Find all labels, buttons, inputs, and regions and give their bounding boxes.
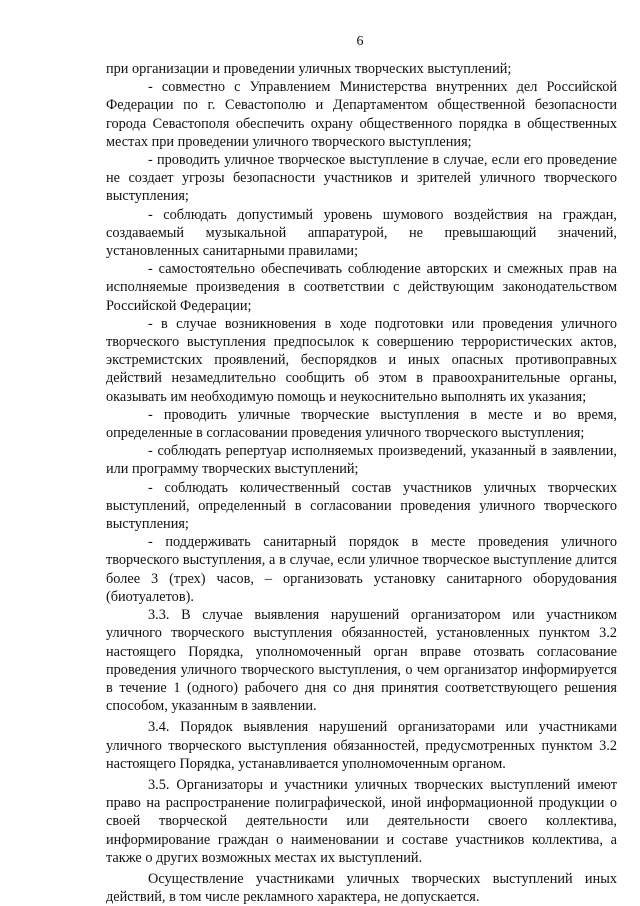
page-number: 6 <box>356 34 364 49</box>
paragraph-continuation: при организации и проведении уличных творческих выступлений; <box>106 61 512 77</box>
document-body <box>106 60 617 906</box>
paragraph-section-3-4: 3.4. Порядок выявления нарушений организаторами или участниками уличного творческого выступления обязанностей, предусмотренных пунктом 3.2 настоящего Порядка, устанавливается уполномоченным органом. <box>106 719 617 772</box>
paragraph-item-sanitary-order: - поддерживать санитарный порядок в месте проведения уличного творческого выступления, а в случае, если уличное творческое выступление длится более 3 (трех) часов, – организовать установку санитарного оборудования (биотуалетов). <box>106 534 617 605</box>
paragraph-item-safety: - проводить уличное творческое выступление в случае, если его проведение не создает угрозы безопасности участников и зрителей уличного творческого выступления; <box>106 152 617 205</box>
paragraph-item-repertoire: - соблюдать репертуар исполняемых произведений, указанный в заявлении, или программу творческих выступлений; <box>106 443 617 478</box>
paragraph-other-actions: Осуществление участниками уличных творческих выступлений иных действий, в том числе рекламного характера, не допускается. <box>106 870 617 906</box>
paragraph-item-place-and-time: - проводить уличные творческие выступления в месте и во время, определенные в согласовании проведения уличного творческого выступления; <box>106 406 617 442</box>
paragraph-item-emergency-reporting: - в случае возникновения в ходе подготовки или проведения уличного творческого выступления предпосылок к совершению террористических актов, экстремистских проявлений, беспорядков и иных опасных противоправных действий незамедлительно сообщить об этом в правоохранительные органы, оказывать им необходимую помощь и неукоснительно выполнять их указания; <box>106 315 617 405</box>
paragraph-item-participant-count: - соблюдать количественный состав участников уличных творческих выступлений, определенный в согласовании проведения уличного творческого выступления; <box>106 479 617 533</box>
paragraph-section-3-3: 3.3. В случае выявления нарушений организатором или участником уличного творческого выступления обязанностей, установленных пунктом 3.2 настоящего Порядка, уполномоченный орган вправе отозвать согласование проведения уличного творческого выступления, о чем организатор информируется в течение 1 (одного) рабочего дня со дня принятия соответствующего решения способом, указанным в заявлении. <box>106 607 617 715</box>
paragraph-item-public-order: - совместно с Управлением Министерства внутренних дел Российской Федерации по г. Севастополю и Департаментом общественной безопасности города Севастополя обеспечить охрану общественного порядка в общественных местах при проведении уличного творческого выступления; <box>106 79 617 150</box>
paragraph-item-copyright: - самостоятельно обеспечивать соблюдение авторских и смежных прав на исполняемые произведения в соответствии с действующим законодательством Российской Федерации; <box>106 261 617 314</box>
paragraph-item-noise-level: - соблюдать допустимый уровень шумового воздействия на граждан, создаваемый музыкальной аппаратурой, не превышающий значений, установленных санитарными правилами; <box>106 206 617 260</box>
paragraph-section-3-5: 3.5. Организаторы и участники уличных творческих выступлений имеют право на распространение полиграфической, иной информационной продукции о своей творческой деятельности или деятельности своего коллектива, информирование граждан о наименовании и составе участников коллектива, а также о других возможных местах их выступлений. <box>106 776 617 866</box>
